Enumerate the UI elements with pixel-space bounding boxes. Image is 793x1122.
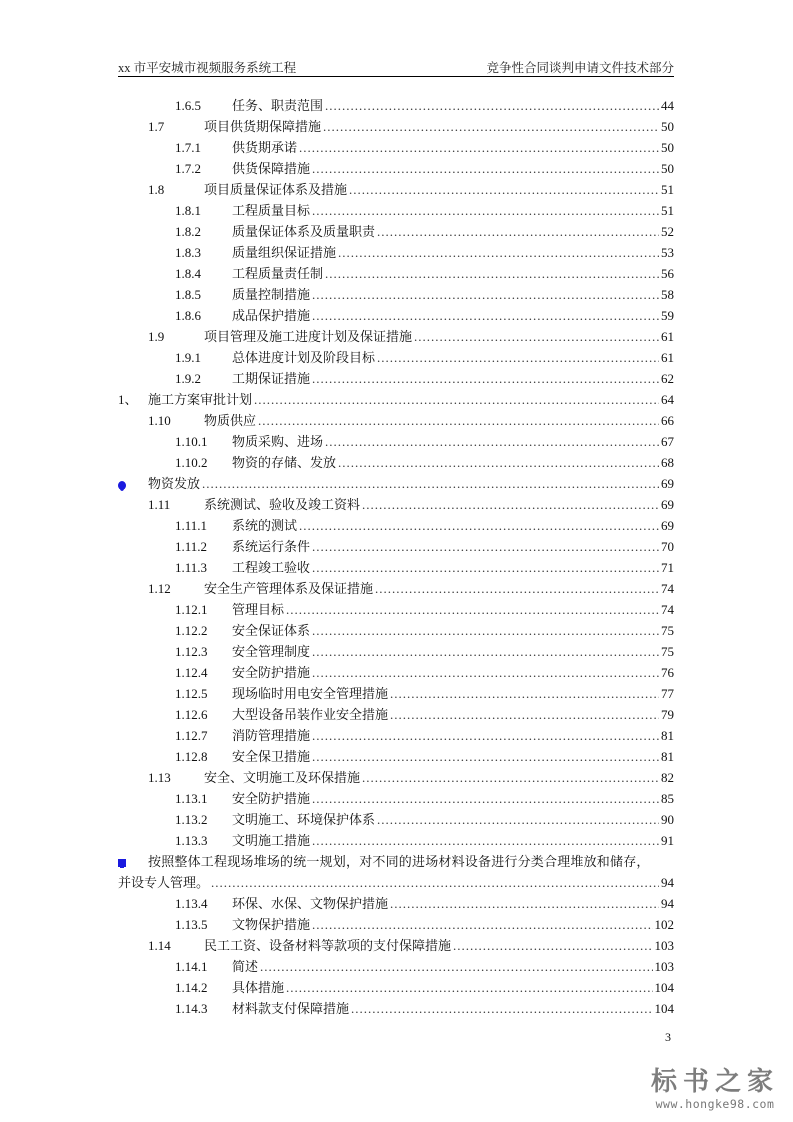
toc-leader-dots (258, 410, 659, 431)
toc-entry-number: 1.11.2 (175, 539, 208, 554)
toc-entry[interactable] (118, 767, 674, 788)
toc-entry-page: 61 (661, 350, 674, 365)
toc-entry-page: 44 (661, 98, 674, 113)
toc-entry-title: 安全、文明施工及环保措施 (204, 770, 361, 785)
toc-entry-title: 具体措施 (232, 980, 285, 995)
toc-entry-page: 51 (661, 203, 674, 218)
toc-entry[interactable] (118, 200, 674, 221)
toc-entry-page: 67 (661, 434, 674, 449)
toc-leader-dots (351, 998, 652, 1019)
toc-entry[interactable] (118, 158, 674, 179)
toc-entry-title: 系统的测试 (232, 518, 298, 533)
toc-entry-title: 项目管理及施工进度计划及保证措施 (204, 329, 413, 344)
toc-entry-number: 1.8.3 (175, 245, 201, 260)
toc-entry-page: 70 (661, 539, 674, 554)
toc-entry-page: 77 (661, 686, 674, 701)
toc-entry-title: 供货保障措施 (232, 161, 311, 176)
toc-entry[interactable] (118, 956, 674, 977)
toc-entry-title: 物资的存储、发放 (232, 455, 337, 470)
toc-entry-number: 1.8.1 (175, 203, 201, 218)
toc-entry-line[interactable] (118, 851, 674, 872)
toc-entry-page: 85 (661, 791, 674, 806)
toc-entry-number: 1.12.6 (175, 707, 208, 722)
toc-leader-dots (211, 872, 659, 893)
toc-leader-dots (312, 305, 659, 326)
toc-leader-dots (377, 221, 659, 242)
toc-entry[interactable] (118, 515, 674, 536)
toc-entry[interactable] (118, 389, 674, 410)
toc-leader-dots (299, 515, 659, 536)
toc-leader-dots (260, 956, 652, 977)
toc-entry-page: 58 (661, 287, 674, 302)
toc-entry-number: 1.8.5 (175, 287, 201, 302)
toc-leader-dots (312, 200, 659, 221)
toc-entry-number: 1.12.4 (175, 665, 208, 680)
toc-entry-number: 1.13 (148, 770, 171, 785)
toc-entry-number: 1.14.3 (175, 1001, 208, 1016)
toc-entry-number: 1.7 (148, 119, 165, 134)
toc-leader-dots (312, 536, 659, 557)
watermark (640, 1067, 790, 1111)
toc-entry-page: 71 (661, 560, 674, 575)
toc-entry[interactable] (118, 137, 674, 158)
toc-leader-dots (362, 767, 659, 788)
toc-entry[interactable] (118, 998, 674, 1019)
toc-entry[interactable] (118, 410, 674, 431)
toc-entry-page: 82 (661, 770, 674, 785)
round-bullet-icon (118, 481, 126, 490)
toc-entry-title: 供货期承诺 (232, 140, 298, 155)
toc-entry-number: 1.12.7 (175, 728, 208, 743)
toc-entry[interactable] (118, 662, 674, 683)
toc-entry-page: 79 (661, 707, 674, 722)
toc-entry-page: 50 (661, 161, 674, 176)
toc-leader-dots (325, 95, 659, 116)
toc-entry-page: 59 (661, 308, 674, 323)
toc-entry-title: 总体进度计划及阶段目标 (232, 350, 376, 365)
toc-entry-page: 74 (661, 602, 674, 617)
toc-entry-page: 69 (661, 518, 674, 533)
toc-entry-title: 简述 (232, 959, 259, 974)
toc-entry-title: 物资发放 (148, 476, 201, 491)
toc-entry-title: 安全防护措施 (232, 665, 311, 680)
toc-entry-number: 1.9.1 (175, 350, 201, 365)
toc-entry[interactable] (118, 893, 674, 914)
square-bullet-icon (118, 859, 126, 867)
toc-entry-page: 94 (661, 896, 674, 911)
toc-entry-title: 消防管理措施 (232, 728, 311, 743)
toc-entry[interactable] (118, 557, 674, 578)
toc-leader-dots (377, 347, 659, 368)
toc-entry-title: 文明施工措施 (232, 833, 311, 848)
toc-entry[interactable] (118, 95, 674, 116)
toc-leader-dots (312, 914, 652, 935)
table-of-contents (118, 95, 674, 1019)
toc-leader-dots (390, 704, 659, 725)
toc-entry[interactable] (118, 914, 674, 935)
toc-entry[interactable] (118, 704, 674, 725)
toc-entry[interactable] (118, 620, 674, 641)
toc-entry[interactable] (118, 179, 674, 200)
toc-entry-number: 1.10.2 (175, 455, 208, 470)
toc-entry-page: 56 (661, 266, 674, 281)
toc-entry-title: 安全生产管理体系及保证措施 (204, 581, 374, 596)
toc-entry-page: 52 (661, 224, 674, 239)
toc-entry[interactable] (118, 221, 674, 242)
toc-entry[interactable] (118, 788, 674, 809)
toc-entry-number: 1.13.3 (175, 833, 208, 848)
toc-entry-title: 任务、职责范围 (232, 98, 324, 113)
toc-entry[interactable] (118, 935, 674, 956)
toc-entry-page: 61 (661, 329, 674, 344)
toc-entry[interactable] (118, 242, 674, 263)
toc-entry-title: 按照整体工程现场堆场的统一规划，对不同的进场材料设备进行分类合理堆放和储存， (148, 854, 650, 869)
toc-entry-number: 1.13.2 (175, 812, 208, 827)
toc-leader-dots (254, 389, 659, 410)
toc-entry-number: 1.14.1 (175, 959, 208, 974)
toc-entry-page: 76 (661, 665, 674, 680)
toc-entry-number: 1、 (118, 392, 138, 407)
toc-entry-title: 文物保护措施 (232, 917, 311, 932)
toc-entry-page: 90 (661, 812, 674, 827)
toc-entry-title: 大型设备吊装作业安全措施 (232, 707, 389, 722)
toc-leader-dots (312, 725, 659, 746)
toc-entry-title: 成品保护措施 (232, 308, 311, 323)
toc-entry-page: 75 (661, 623, 674, 638)
toc-entry-title: 现场临时用电安全管理措施 (232, 686, 389, 701)
toc-leader-dots (375, 578, 659, 599)
toc-entry[interactable] (118, 725, 674, 746)
toc-entry-title: 系统运行条件 (232, 539, 311, 554)
toc-entry[interactable] (118, 830, 674, 851)
toc-leader-dots (453, 935, 652, 956)
toc-leader-dots (390, 893, 659, 914)
toc-entry-number: 1.14.2 (175, 980, 208, 995)
toc-entry-title: 工程竣工验收 (232, 560, 311, 575)
toc-entry[interactable] (118, 473, 674, 494)
toc-leader-dots (414, 326, 659, 347)
toc-entry[interactable] (118, 305, 674, 326)
toc-entry-page: 103 (654, 938, 674, 953)
toc-entry-title: 管理目标 (232, 602, 285, 617)
toc-entry-number: 1.12.5 (175, 686, 208, 701)
toc-entry-page: 50 (661, 119, 674, 134)
toc-entry-page: 102 (654, 917, 674, 932)
toc-entry-bullet (118, 473, 148, 494)
toc-entry-number: 1.9 (148, 329, 165, 344)
toc-entry-page: 103 (654, 959, 674, 974)
toc-entry-number: 1.14 (148, 938, 171, 953)
toc-entry-page: 51 (661, 182, 674, 197)
toc-leader-dots (312, 368, 659, 389)
toc-entry-number: 1.9.2 (175, 371, 201, 386)
toc-entry-number: 1.8.4 (175, 266, 201, 281)
toc-entry-title: 施工方案审批计划 (148, 392, 253, 407)
toc-leader-dots (325, 431, 659, 452)
toc-entry-number: 1.10.1 (175, 434, 208, 449)
toc-leader-dots (325, 263, 659, 284)
toc-entry-page: 104 (654, 1001, 674, 1016)
toc-entry-title: 环保、水保、文物保护措施 (232, 896, 389, 911)
toc-entry-page: 81 (661, 749, 674, 764)
toc-entry-title: 安全保卫措施 (232, 749, 311, 764)
toc-entry-number: 1.10 (148, 413, 171, 428)
toc-entry-number: 1.11.3 (175, 560, 208, 575)
toc-entry-page: 74 (661, 581, 674, 596)
toc-entry-title: 文明施工、环境保护体系 (232, 812, 376, 827)
toc-leader-dots (338, 242, 659, 263)
toc-leader-dots (390, 683, 659, 704)
toc-entry-page: 50 (661, 140, 674, 155)
toc-entry-page: 81 (661, 728, 674, 743)
toc-entry-number: 1.13.4 (175, 896, 208, 911)
toc-leader-dots (299, 137, 659, 158)
toc-entry-page: 75 (661, 644, 674, 659)
toc-entry-title: 安全管理制度 (232, 644, 311, 659)
toc-entry[interactable] (118, 977, 674, 998)
toc-entry[interactable] (118, 746, 674, 767)
toc-entry-title: 材料款支付保障措施 (232, 1001, 350, 1016)
watermark-logo: 标书之家 (650, 1067, 779, 1097)
toc-entry-title: 物质采购、进场 (232, 434, 324, 449)
header-document-section: 竞争性合同谈判申请文件技术部分 (486, 61, 674, 75)
toc-entry-number: 1.7.2 (175, 161, 201, 176)
header-project-title: xx 市平安城市视频服务系统工程 (118, 61, 297, 75)
toc-entry-page: 104 (654, 980, 674, 995)
toc-entry-number: 1.13.1 (175, 791, 208, 806)
toc-entry[interactable] (118, 326, 674, 347)
toc-entry-page: 68 (661, 455, 674, 470)
toc-leader-dots (377, 809, 659, 830)
toc-entry-page: 62 (661, 371, 674, 386)
toc-entry-title: 安全保证体系 (232, 623, 311, 638)
toc-entry[interactable] (118, 578, 674, 599)
toc-entry-number: 1.8.2 (175, 224, 201, 239)
toc-entry[interactable] (118, 536, 674, 557)
toc-leader-dots (338, 452, 659, 473)
toc-entry-title: 物质供应 (204, 413, 257, 428)
toc-entry-title: 并设专人管理。 (118, 875, 210, 890)
toc-leader-dots (312, 830, 659, 851)
toc-entry[interactable] (118, 116, 674, 137)
toc-entry-number: 1.12.8 (175, 749, 208, 764)
toc-entry[interactable] (118, 347, 674, 368)
toc-entry[interactable] (118, 872, 674, 893)
toc-leader-dots (312, 620, 659, 641)
toc-leader-dots (362, 494, 659, 515)
toc-entry-title: 系统测试、验收及竣工资料 (204, 497, 361, 512)
toc-entry-number: 1.11 (148, 497, 171, 512)
toc-entry-number: 1.11.1 (175, 518, 208, 533)
toc-entry-title: 项目供货期保障措施 (204, 119, 322, 134)
toc-entry-number: 1.6.5 (175, 98, 201, 113)
toc-entry-title: 工程质量目标 (232, 203, 311, 218)
toc-leader-dots (312, 641, 659, 662)
toc-entry-number: 1.12 (148, 581, 171, 596)
toc-entry-title: 质量组织保证措施 (232, 245, 337, 260)
toc-entry[interactable] (118, 599, 674, 620)
page-number: 3 (665, 1030, 671, 1044)
toc-leader-dots (312, 662, 659, 683)
toc-entry-page: 53 (661, 245, 674, 260)
toc-entry[interactable] (118, 494, 674, 515)
toc-entry-number: 1.13.5 (175, 917, 208, 932)
toc-leader-dots (286, 599, 659, 620)
toc-entry[interactable] (118, 683, 674, 704)
toc-entry-number: 1.12.2 (175, 623, 208, 638)
toc-entry-bullet (118, 851, 148, 872)
toc-entry-title: 民工工资、设备材料等款项的支付保障措施 (204, 938, 452, 953)
toc-entry-page: 66 (661, 413, 674, 428)
toc-leader-dots (312, 284, 659, 305)
toc-leader-dots (312, 788, 659, 809)
toc-entry[interactable] (118, 263, 674, 284)
toc-entry-page: 94 (661, 875, 674, 890)
toc-entry-number: 1.7.1 (175, 140, 201, 155)
toc-leader-dots (349, 179, 659, 200)
toc-entry-page: 91 (661, 833, 674, 848)
toc-entry-title: 工程质量责任制 (232, 266, 324, 281)
toc-entry-number: 1.8 (148, 182, 165, 197)
toc-entry-title: 项目质量保证体系及措施 (204, 182, 348, 197)
toc-leader-dots (312, 158, 659, 179)
toc-entry[interactable] (118, 809, 674, 830)
toc-entry[interactable] (118, 452, 674, 473)
toc-entry-title: 质量控制措施 (232, 287, 311, 302)
toc-entry[interactable] (118, 284, 674, 305)
toc-entry-page: 64 (661, 392, 674, 407)
toc-entry[interactable] (118, 431, 674, 452)
toc-leader-dots (323, 116, 659, 137)
toc-leader-dots (312, 746, 659, 767)
toc-entry-number: 1.8.6 (175, 308, 201, 323)
toc-leader-dots (202, 473, 659, 494)
page-header (118, 56, 674, 77)
toc-entry-number: 1.12.3 (175, 644, 208, 659)
watermark-url: www.hongke98.com (655, 1097, 775, 1111)
toc-entry-page: 69 (661, 476, 674, 491)
toc-entry[interactable] (118, 368, 674, 389)
toc-entry-title: 安全防护措施 (232, 791, 311, 806)
toc-entry-title: 质量保证体系及质量职责 (232, 224, 376, 239)
toc-entry-number: 1.12.1 (175, 602, 208, 617)
toc-entry-page: 69 (661, 497, 674, 512)
toc-entry[interactable] (118, 641, 674, 662)
toc-leader-dots (286, 977, 652, 998)
toc-leader-dots (312, 557, 659, 578)
toc-entry-title: 工期保证措施 (232, 371, 311, 386)
